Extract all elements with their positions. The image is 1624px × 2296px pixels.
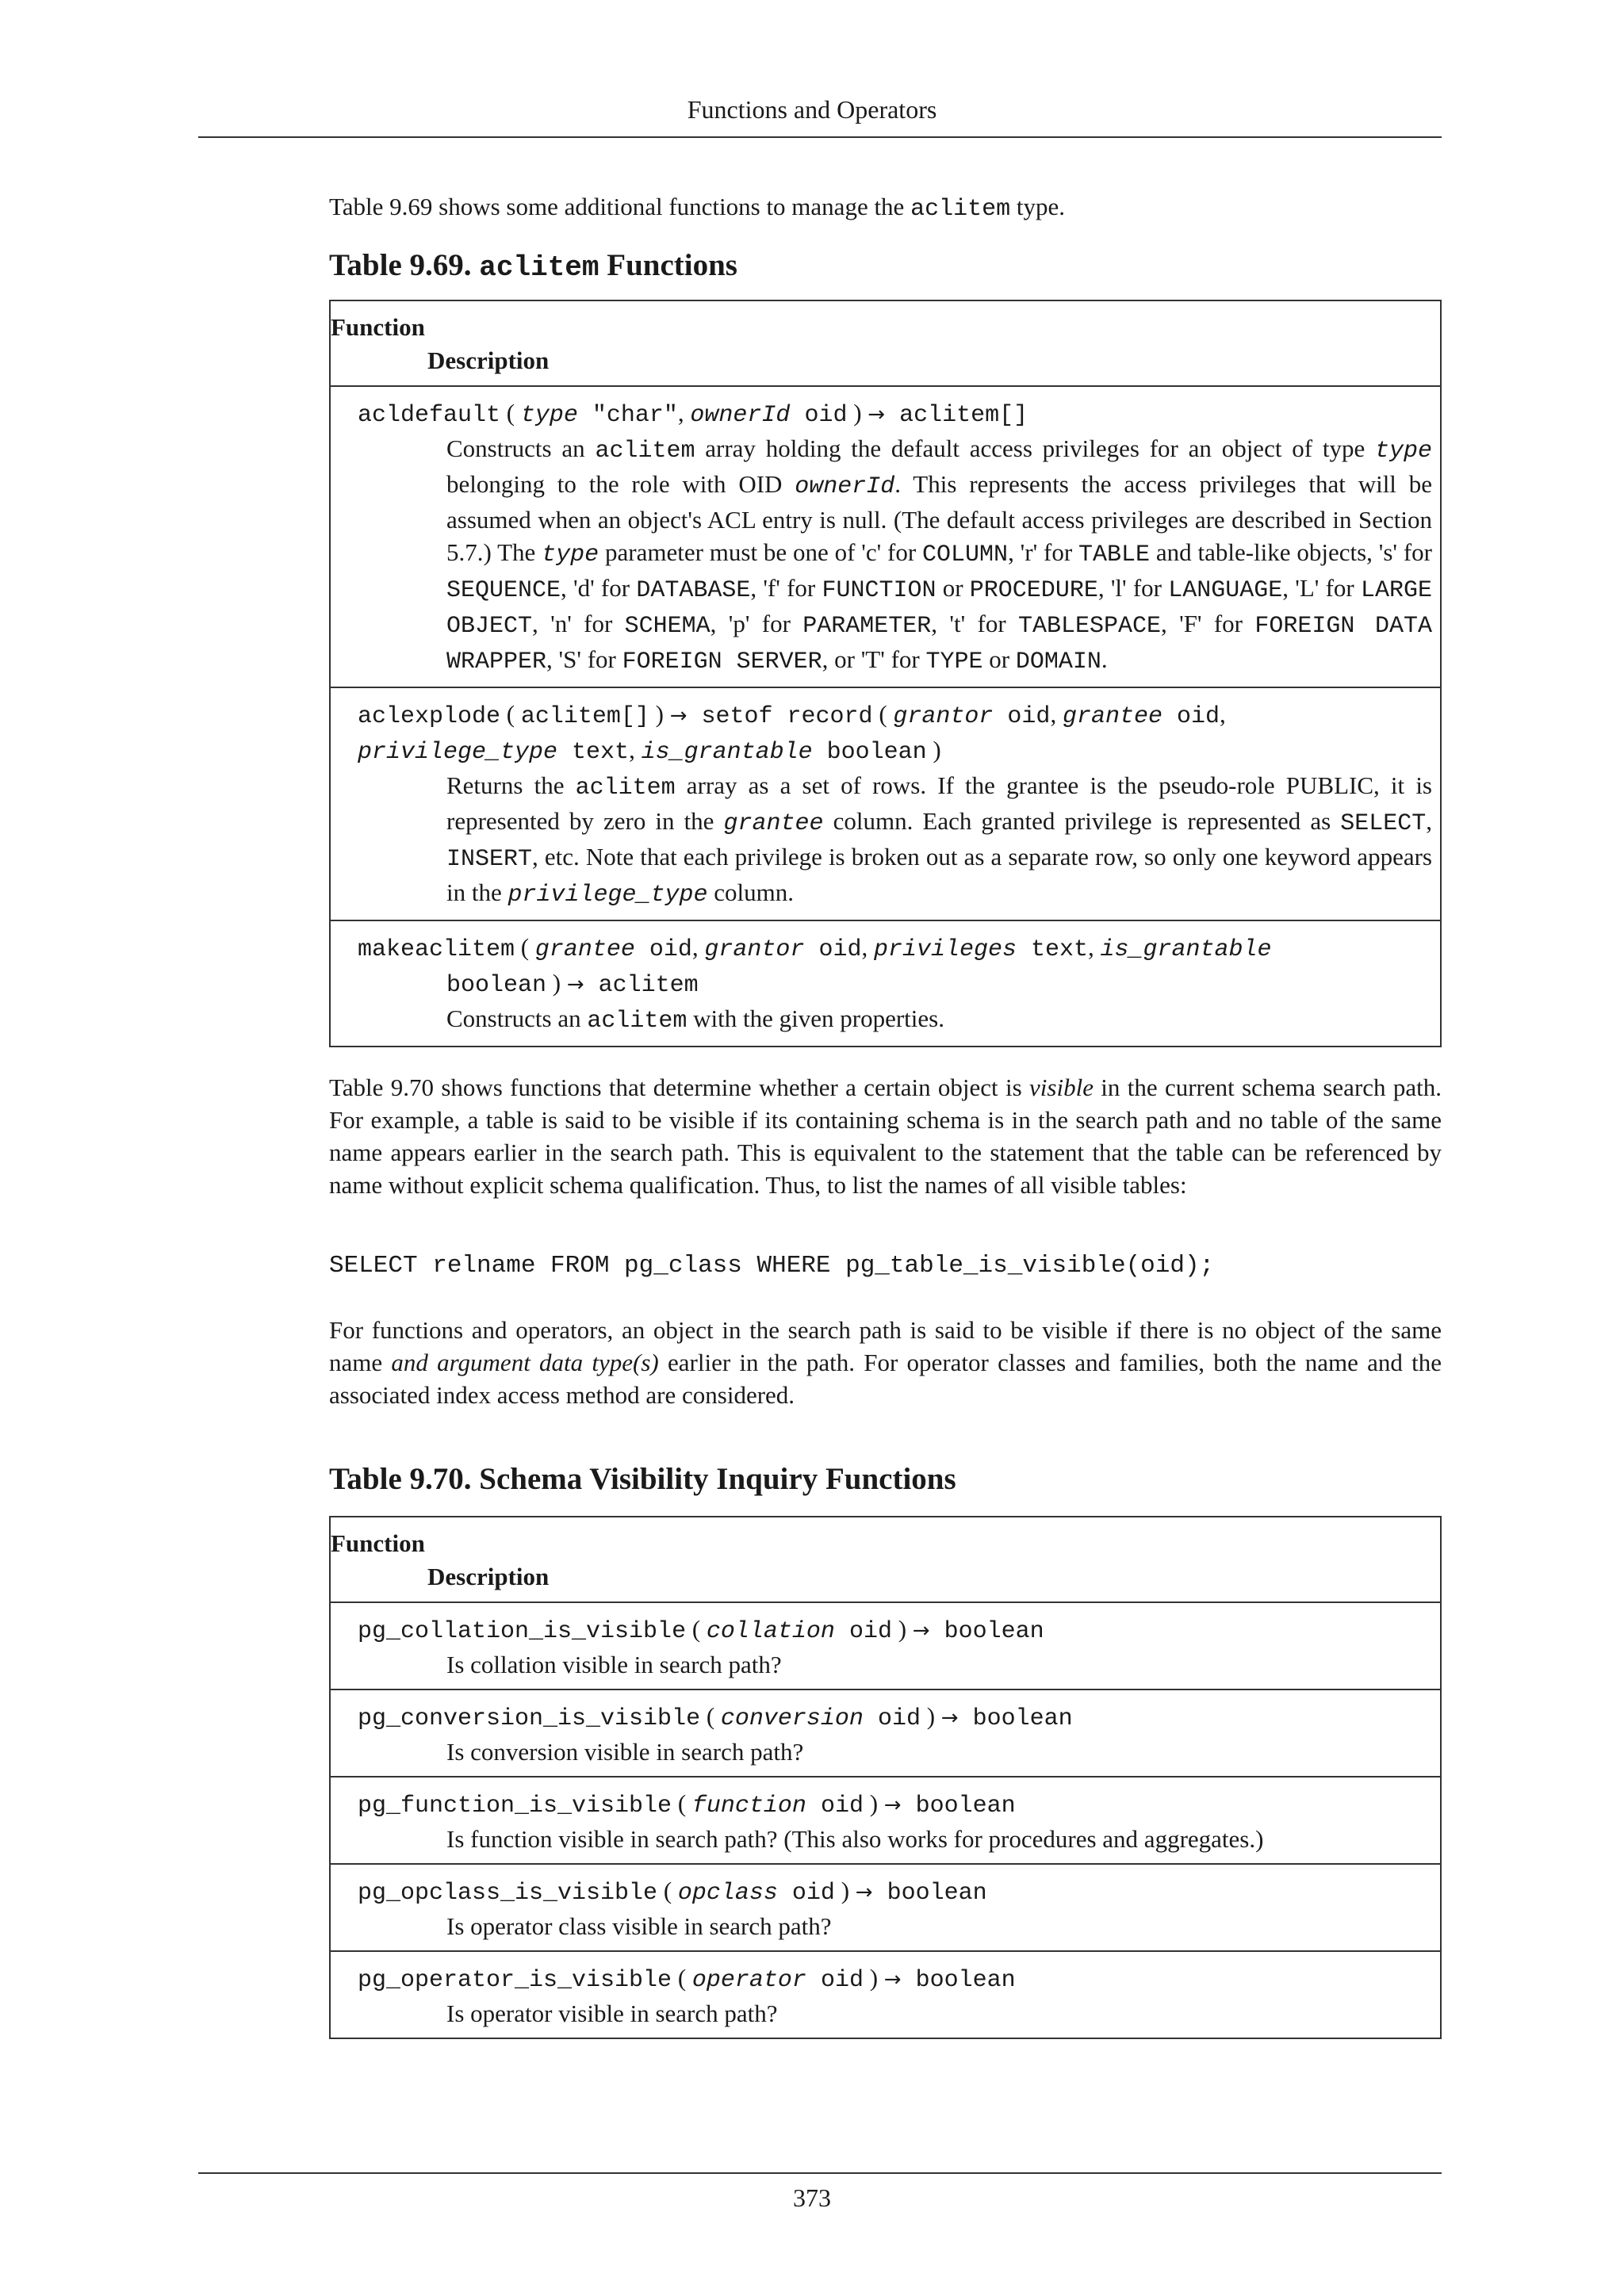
param: opclass bbox=[677, 1880, 778, 1907]
desc-param: type bbox=[542, 541, 599, 568]
schema-visibility-table bbox=[329, 1516, 1442, 2039]
desc-code: TABLE bbox=[1078, 541, 1151, 568]
return-arrow-icon: → bbox=[940, 1706, 959, 1730]
header-function: Function bbox=[331, 313, 425, 341]
header-function: Function bbox=[331, 1529, 425, 1557]
desc-code: DOMAIN bbox=[1015, 649, 1101, 675]
return-arrow-icon: → bbox=[883, 1968, 902, 1992]
desc-text: and table-like objects, 's' for bbox=[1150, 538, 1432, 566]
paren: ( bbox=[500, 700, 521, 728]
function-name: acldefault bbox=[358, 402, 501, 429]
page-number: 373 bbox=[793, 2183, 831, 2212]
desc-text: Returns the bbox=[446, 771, 576, 799]
function-signature bbox=[331, 931, 1440, 1002]
type: "char" bbox=[577, 402, 678, 429]
desc-text: or bbox=[936, 574, 970, 602]
intro-text-2: type. bbox=[1010, 193, 1065, 220]
return-arrow-icon: → bbox=[868, 403, 886, 427]
table-header-row bbox=[330, 300, 1441, 386]
desc-text: , 'p' for bbox=[710, 610, 803, 637]
desc-code: TABLESPACE bbox=[1017, 613, 1162, 640]
return-type: boolean bbox=[901, 1967, 1016, 1994]
type: oid bbox=[863, 1705, 921, 1732]
paren: ( bbox=[515, 933, 535, 961]
para-emphasis: and argument data type(s) bbox=[391, 1349, 659, 1376]
function-signature bbox=[331, 1961, 1440, 1997]
type: oid bbox=[1162, 703, 1220, 730]
return-type: aclitem bbox=[584, 972, 699, 999]
desc-text: , 'F' for bbox=[1161, 610, 1255, 637]
para-text: Table 9.70 shows functions that determine whether a certain object is bbox=[329, 1073, 1030, 1101]
paren: ) bbox=[863, 1789, 884, 1817]
table-row bbox=[330, 1777, 1441, 1864]
type: oid bbox=[804, 936, 862, 963]
desc-code: PROCEDURE bbox=[969, 577, 1098, 604]
intro-text-1: Table 9.69 shows some additional functions to manage the bbox=[329, 193, 911, 220]
running-header: Functions and Operators bbox=[687, 95, 937, 124]
param: grantee bbox=[1062, 703, 1162, 730]
param: grantor bbox=[704, 936, 805, 963]
desc-param: privilege_type bbox=[508, 882, 708, 909]
desc-text: , etc. Note that each privilege is broken out as a separate row, so only one keyword appears in the bbox=[446, 843, 1432, 906]
desc-text: , 't' for bbox=[931, 610, 1018, 637]
table-header-row bbox=[330, 1517, 1441, 1602]
comma: , bbox=[1088, 933, 1101, 961]
type: oid bbox=[777, 1880, 835, 1907]
param: collation bbox=[706, 1618, 835, 1645]
paren: ( bbox=[872, 700, 894, 728]
aclitem-functions-table bbox=[329, 300, 1442, 1047]
return-arrow-icon: → bbox=[855, 1881, 873, 1904]
header-description: Description bbox=[427, 346, 550, 374]
type: boolean bbox=[446, 972, 547, 999]
return-type: aclitem[] bbox=[885, 402, 1028, 429]
paren: ) bbox=[847, 399, 868, 427]
function-signature bbox=[331, 698, 1440, 769]
function-signature bbox=[331, 396, 1440, 432]
comma: , bbox=[1219, 700, 1226, 728]
function-description: Is function visible in search path? (This also works for procedures and aggregates.) bbox=[446, 1825, 1264, 1853]
return-type: boolean bbox=[958, 1705, 1073, 1732]
paren: ) bbox=[834, 1877, 856, 1904]
title-suffix: Functions bbox=[599, 248, 737, 282]
function-signature bbox=[331, 1874, 1440, 1910]
desc-text: , 'S' for bbox=[546, 645, 622, 673]
function-description: Is conversion visible in search path? bbox=[446, 1738, 804, 1766]
param: type bbox=[520, 402, 578, 429]
desc-text: column. bbox=[707, 878, 795, 906]
param: is_grantable bbox=[1100, 936, 1272, 963]
header-description: Description bbox=[427, 1563, 550, 1590]
desc-code: SEQUENCE bbox=[446, 577, 561, 604]
function-description bbox=[331, 769, 1440, 912]
paren: ) bbox=[649, 700, 670, 728]
desc-code: aclitem bbox=[587, 1008, 688, 1035]
desc-code: LANGUAGE bbox=[1168, 577, 1283, 604]
function-name: pg_operator_is_visible bbox=[358, 1967, 672, 1994]
intro-paragraph bbox=[329, 190, 1442, 226]
para-text: earlier in the path. For operator classes and families, both the name and the associated index access method are considered. bbox=[329, 1349, 1442, 1409]
desc-text: , 'd' for bbox=[561, 574, 637, 602]
desc-text: , or 'T' for bbox=[822, 645, 926, 673]
type: oid bbox=[790, 402, 848, 429]
table-row bbox=[330, 1864, 1441, 1951]
desc-code: TYPE bbox=[925, 649, 983, 675]
type: boolean bbox=[812, 739, 927, 766]
table-9-69-title bbox=[329, 247, 1442, 287]
para-text: For functions and operators, an object in the search path is said to be visible if there is no object of the same name bbox=[329, 1316, 1442, 1376]
desc-text: column. Each granted privilege is represented as bbox=[823, 807, 1341, 835]
desc-text: or bbox=[982, 645, 1016, 673]
function-description: Is collation visible in search path? bbox=[446, 1651, 782, 1678]
return-type: boolean bbox=[872, 1880, 987, 1907]
page-content bbox=[329, 190, 1442, 2039]
paren: ( bbox=[657, 1877, 678, 1904]
intro-code: aclitem bbox=[910, 196, 1011, 223]
return-arrow-icon: → bbox=[883, 1793, 902, 1817]
function-description bbox=[331, 432, 1440, 679]
param: ownerId bbox=[690, 402, 791, 429]
desc-text: belonging to the role with OID bbox=[446, 470, 795, 498]
function-signature bbox=[331, 1613, 1440, 1648]
function-description: Is operator visible in search path? bbox=[446, 1999, 778, 2027]
desc-code: FOREIGN DATA WRAPPER bbox=[446, 613, 1432, 675]
operators-paragraph bbox=[329, 1314, 1442, 1411]
desc-code: DATABASE bbox=[636, 577, 751, 604]
type: oid bbox=[806, 1793, 864, 1820]
function-name: pg_collation_is_visible bbox=[358, 1618, 687, 1645]
desc-text: Constructs an bbox=[446, 1004, 588, 1032]
paren: ( bbox=[672, 1964, 692, 1992]
table-row bbox=[330, 687, 1441, 920]
return-arrow-icon: → bbox=[912, 1619, 930, 1643]
function-name: makeaclitem bbox=[358, 936, 515, 963]
return-type: setof record bbox=[687, 703, 873, 730]
paren: ) bbox=[920, 1702, 941, 1730]
desc-code: aclitem bbox=[575, 775, 676, 802]
param: privilege_type bbox=[358, 739, 558, 766]
param: operator bbox=[691, 1967, 806, 1994]
desc-text: . bbox=[1101, 645, 1108, 673]
function-description: Is operator class visible in search path? bbox=[446, 1912, 832, 1940]
table-row bbox=[330, 1602, 1441, 1689]
desc-code: COLUMN bbox=[922, 541, 1009, 568]
param: conversion bbox=[720, 1705, 864, 1732]
desc-text: . This represents the access privileges that will be assumed when an object's ACL entry is null. (The default access privileges are described in Section 5.7.) The bbox=[446, 470, 1432, 566]
paren: ( bbox=[700, 1702, 721, 1730]
paren: ) bbox=[863, 1964, 884, 1992]
paren: ( bbox=[686, 1615, 707, 1643]
type: oid bbox=[834, 1618, 892, 1645]
comma: , bbox=[1050, 700, 1063, 728]
comma: , bbox=[629, 736, 642, 763]
header-rule bbox=[198, 136, 1442, 138]
visibility-paragraph bbox=[329, 1071, 1442, 1201]
desc-code: LARGE OBJECT bbox=[446, 577, 1432, 640]
desc-text: , 'l' for bbox=[1097, 574, 1169, 602]
paren: ) bbox=[891, 1615, 913, 1643]
table-row bbox=[330, 920, 1441, 1047]
function-name: pg_function_is_visible bbox=[358, 1793, 672, 1820]
function-signature bbox=[331, 1700, 1440, 1735]
param: grantee bbox=[534, 936, 635, 963]
param: grantor bbox=[893, 703, 994, 730]
type: oid bbox=[993, 703, 1051, 730]
comma: , bbox=[861, 933, 874, 961]
desc-text: , bbox=[1426, 807, 1432, 835]
paren: ) bbox=[926, 736, 941, 763]
param: function bbox=[691, 1793, 806, 1820]
return-arrow-icon: → bbox=[669, 704, 688, 728]
desc-text: parameter must be one of 'c' for bbox=[599, 538, 923, 566]
return-type: boolean bbox=[901, 1793, 1016, 1820]
comma: , bbox=[677, 399, 691, 427]
function-description bbox=[331, 1002, 1440, 1038]
type: aclitem[] bbox=[520, 703, 649, 730]
table-row bbox=[330, 386, 1441, 687]
param: privileges bbox=[873, 936, 1017, 963]
return-type: boolean bbox=[929, 1618, 1044, 1645]
desc-text: with the given properties. bbox=[687, 1004, 944, 1032]
table-row bbox=[330, 1689, 1441, 1777]
type: text bbox=[557, 739, 630, 766]
desc-code: PARAMETER bbox=[802, 613, 932, 640]
desc-param: type bbox=[1374, 438, 1432, 465]
title-prefix: Table 9.69. bbox=[329, 248, 480, 282]
desc-code: SCHEMA bbox=[624, 613, 710, 640]
return-arrow-icon: → bbox=[566, 973, 584, 997]
para-text: in the current schema search path. For example, a table is said to be visible if its containing schema is in the search path and no table of the same name appears earlier in the search path. This is equivalent to the statement that the table can be referenced by name without explicit schema qualification. Thus, to list the names of all visible tables: bbox=[329, 1073, 1442, 1199]
type: oid bbox=[634, 936, 692, 963]
desc-text: array holding the default access privileges for an object of type bbox=[695, 434, 1375, 462]
paren: ( bbox=[672, 1789, 692, 1817]
type: text bbox=[1017, 936, 1089, 963]
desc-text: , 'L' for bbox=[1282, 574, 1361, 602]
footer-rule bbox=[198, 2172, 1442, 2174]
paren: ( bbox=[500, 399, 521, 427]
desc-param: grantee bbox=[723, 810, 824, 837]
desc-param: ownerId bbox=[795, 473, 895, 500]
desc-text: Constructs an bbox=[446, 434, 596, 462]
function-name: aclexplode bbox=[358, 703, 501, 730]
desc-code: INSERT bbox=[446, 846, 533, 873]
desc-code: SELECT bbox=[1340, 810, 1427, 837]
desc-code: aclitem bbox=[595, 438, 695, 465]
function-signature bbox=[331, 1787, 1440, 1823]
desc-text: , 'r' for bbox=[1008, 538, 1078, 566]
para-emphasis: visible bbox=[1029, 1073, 1094, 1101]
param: is_grantable bbox=[641, 739, 813, 766]
function-name: pg_conversion_is_visible bbox=[358, 1705, 701, 1732]
table-9-70-title: Table 9.70. Schema Visibility Inquiry Functions bbox=[329, 1462, 956, 1496]
desc-code: FUNCTION bbox=[822, 577, 936, 604]
paren: ) bbox=[546, 969, 567, 997]
desc-code: FOREIGN SERVER bbox=[622, 649, 822, 675]
table-row bbox=[330, 1951, 1441, 2038]
type: oid bbox=[806, 1967, 864, 1994]
function-name: pg_opclass_is_visible bbox=[358, 1880, 658, 1907]
code-example: SELECT relname FROM pg_class WHERE pg_table_is_visible(oid); bbox=[329, 1252, 1215, 1280]
desc-text: , 'f' for bbox=[750, 574, 822, 602]
title-code: aclitem bbox=[479, 251, 599, 284]
desc-text: array as a set of rows. If the grantee is the pseudo-role PUBLIC, it is represented by zero in the bbox=[446, 771, 1432, 835]
comma: , bbox=[691, 933, 705, 961]
desc-text: , 'n' for bbox=[532, 610, 625, 637]
